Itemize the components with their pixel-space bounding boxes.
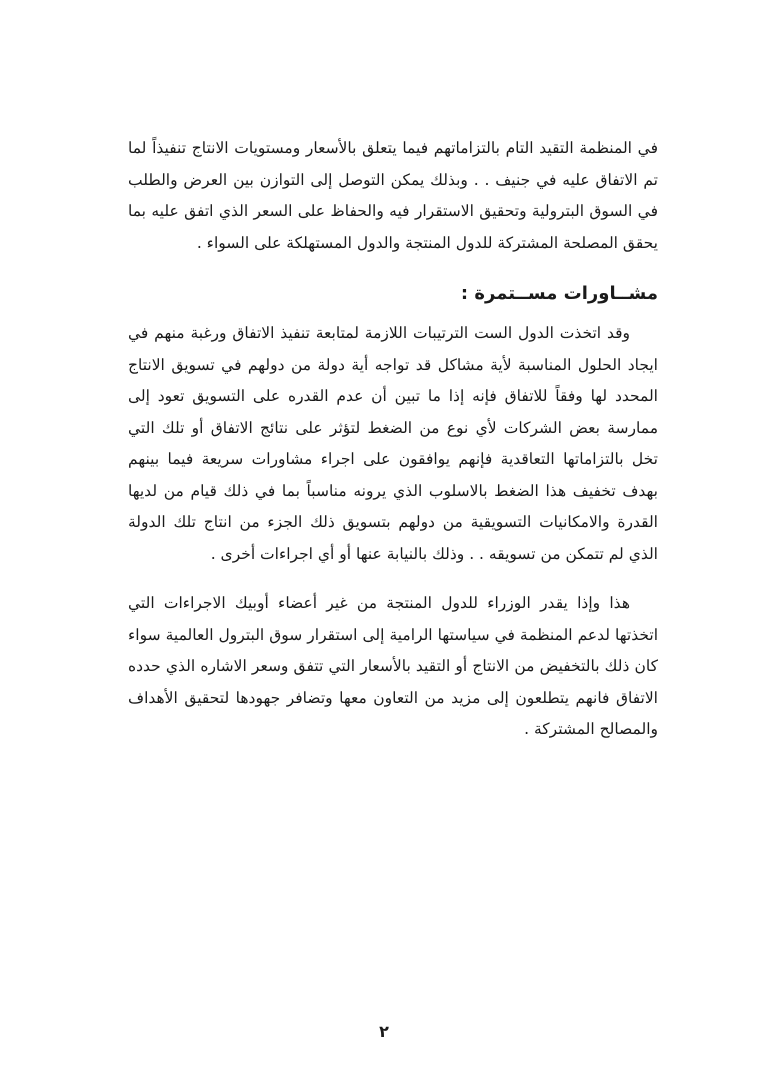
paragraph-non-opec-cooperation: هذا وإذا يقدر الوزراء للدول المنتجة من غير أعضاء أوبيك الاجراءات التي اتخذتها لدعم المنظمة في سياستها الرامية إلى استقرار سوق البترول العالمية سواء كان ذلك بالتخفيض من الانتاج أو التقيد بالأسعار التي تتفق وسعر الاشاره الذي حدده الاتفاق فانهم يتطلعون إلى مزيد من التعاون معها وتضافر جهودها لتحقيق الأهداف والمصالح المشتركة . xyxy=(128,594,658,738)
page-number: ٢ xyxy=(379,1022,389,1041)
section-heading: مشــاورات مســتمرة : xyxy=(460,283,658,304)
paragraph-ongoing-consultations: وقد اتخذت الدول الست الترتيبات اللازمة لمتابعة تنفيذ الاتفاق ورغبة منهم في ايجاد الحلول المناسبة لأية مشاكل قد تواجه أية دولة من دولهم في تسويق الانتاج المحدد لها وفقاً للاتفاق فإنه إذا ما تبين أن عدم القدره على التسويق تعود إلى ممارسة بعض الشركات لأي نوع من الضغط لتؤثر على نتائج الاتفاق أو تلك التي تخل بالتزاماتها التعاقدية فإنهم يوافقون على اجراء مشاورات سريعة فيما بينهم بهدف تخفيف هذا الضغط بالاسلوب الذي يرونه مناسباً بما في ذلك قيام من لديها القدرة والامكانيات التسويقية من دولهم بتسويق ذلك الجزء من انتاج تلك الدولة الذي لم تتمكن من تسويقه . . وذلك بالنيابة عنها أو أي اجراءات أخرى . xyxy=(128,324,658,563)
intro-paragraph: في المنظمة التقيد التام بالتزاماتهم فيما يتعلق بالأسعار ومستويات الانتاج تنفيذاً لما تم الاتفاق عليه في جنيف . . وبذلك يمكن التوصل إلى التوازن بين العرض والطلب في السوق البترولية وتحقيق الاستقرار فيه والحفاظ على السعر الذي اتفق عليه بما يحقق المصلحة المشتركة للدول المنتجة والدول المستهلكة على السواء . xyxy=(128,139,658,252)
